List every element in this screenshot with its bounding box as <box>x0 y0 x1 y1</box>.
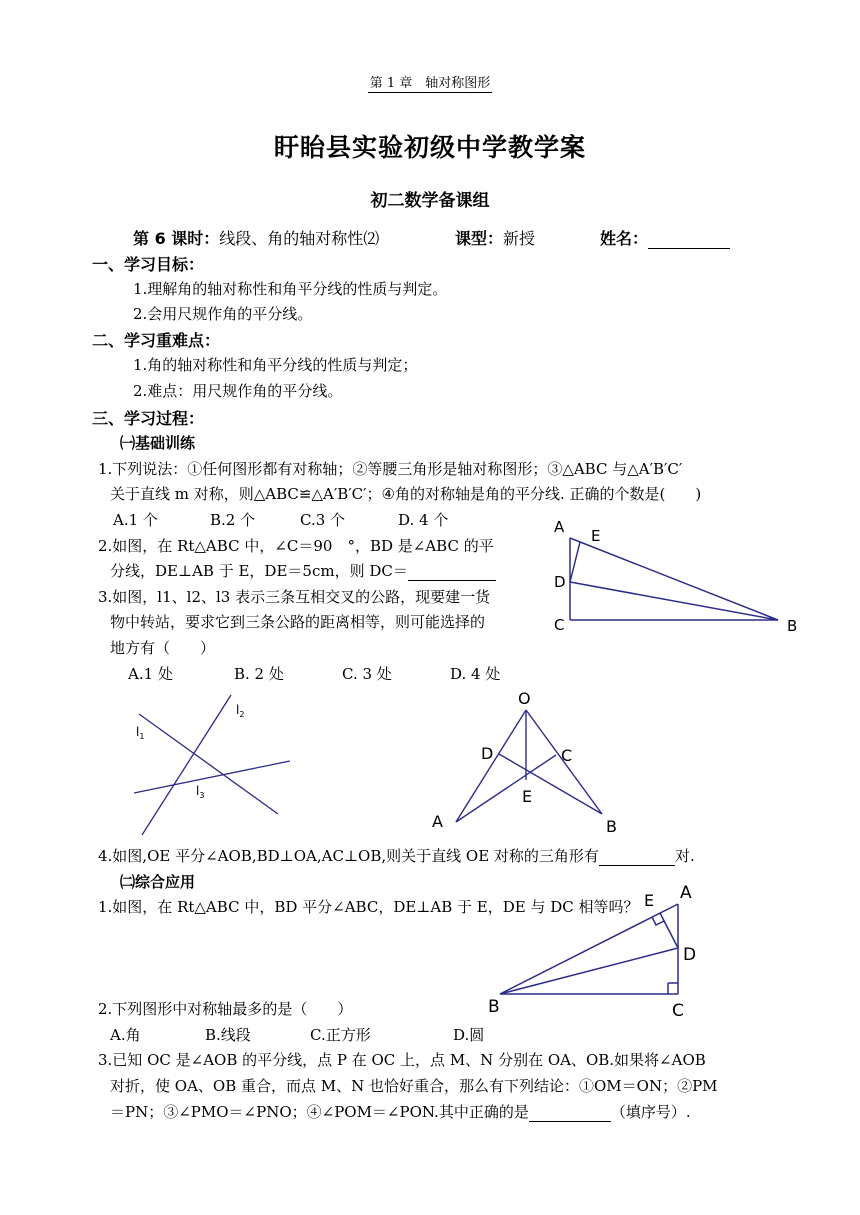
basic-q1-option-b[interactable]: B.2 个 <box>210 511 256 529</box>
applied-q2: 2.下列图形中对称轴最多的是（ ） <box>98 1000 353 1018</box>
objective-item: 2.会用尺规作角的平分线。 <box>133 305 313 323</box>
basic-q2-line1: 2.如图，在 Rt△ABC 中，∠C＝90 °，BD 是∠ABC 的平 <box>98 537 494 555</box>
segment-ab <box>570 538 778 620</box>
label-b: B <box>488 997 500 1017</box>
road-l2 <box>142 695 231 835</box>
road-l1 <box>139 714 278 814</box>
applied-q3-answer-blank[interactable] <box>529 1107 611 1122</box>
basic-q4-answer-blank[interactable] <box>599 851 675 866</box>
part-applied: ㈡综合应用 <box>120 873 196 891</box>
lesson-period: 第 6 课时：线段、角的轴对称性⑵ <box>133 229 380 248</box>
label-d: D <box>554 573 566 591</box>
page-title: 盱眙县实验初级中学教学案 <box>273 133 586 162</box>
section-process: 三、学习过程： <box>92 409 205 428</box>
applied-q2-option-c[interactable]: C.正方形 <box>310 1026 371 1044</box>
page-subtitle: 初二数学备课组 <box>370 191 490 211</box>
segment-bd <box>570 582 778 620</box>
key-point-item: 2.难点：用尺规作角的平分线。 <box>133 382 343 400</box>
key-point-item: 1.角的轴对称性和角平分线的性质与判定； <box>133 356 418 374</box>
applied-q3-line1: 3.已知 OC 是∠AOB 的平分线，点 P 在 OC 上，点 M、N 分别在 OA、OB.如果将∠AOB <box>98 1051 706 1069</box>
applied-q3-line2: 对折，使 OA、OB 重合，而点 M、N 也恰好重合，那么有下列结论：①OM＝ON；②PM <box>110 1077 718 1095</box>
figure-angle-bisector-oe <box>420 684 630 840</box>
student-name: 姓名： <box>600 226 730 249</box>
applied-q2-option-a[interactable]: A.角 <box>110 1026 141 1044</box>
basic-q3-option-a[interactable]: A.1 处 <box>128 665 173 683</box>
label-a: A <box>554 518 565 536</box>
basic-q3-line2: 物中转站，要求它到三条公路的距离相等，则可能选择的 <box>110 613 486 631</box>
applied-q1: 1.如图，在 Rt△ABC 中，BD 平分∠ABC，DE⊥AB 于 E，DE 与 DC 相等吗？ <box>98 898 639 916</box>
segment-de <box>660 913 678 948</box>
applied-q2-option-d[interactable]: D.圆 <box>453 1026 485 1044</box>
label-l3: $l_3$ <box>196 784 205 800</box>
label-e: E <box>591 527 601 545</box>
figure-three-roads <box>128 692 298 842</box>
name-blank[interactable] <box>648 234 730 249</box>
basic-q2-answer-blank[interactable] <box>408 566 496 581</box>
part-basic-training: ㈠基础训练 <box>120 434 196 452</box>
section-objectives: 一、学习目标： <box>92 255 205 274</box>
basic-q1-option-a[interactable]: A.1 个 <box>113 511 158 529</box>
basic-q3-line3: 地方有（ ） <box>110 639 216 657</box>
basic-q1-line1: 1.下列说法：①任何图形都有对称轴；②等腰三角形是轴对称图形；③△ABC 与△A′B′C′ <box>98 460 683 478</box>
label-c: C <box>554 616 565 634</box>
section-key-points: 二、学习重难点： <box>92 331 221 350</box>
label-a: A <box>680 883 692 903</box>
label-e: E <box>522 787 533 806</box>
segment-oa <box>456 710 526 822</box>
segment-bd <box>499 754 602 814</box>
label-d: D <box>683 945 697 965</box>
figure-triangle-bisector <box>540 512 810 662</box>
basic-q1-option-d[interactable]: D. 4 个 <box>398 511 449 529</box>
segment-bd <box>500 948 678 994</box>
basic-q3-option-b[interactable]: B. 2 处 <box>234 665 284 683</box>
lesson-type: 课型：新授 <box>455 229 536 248</box>
basic-q1-option-c[interactable]: C.3 个 <box>300 511 346 529</box>
label-b: B <box>606 817 617 836</box>
basic-q1-line2: 关于直线 m 对称，则△ABC≌△A′B′C′；④角的对称轴是角的平分线. 正确的个数是( ) <box>110 485 702 503</box>
label-d: D <box>481 744 494 763</box>
basic-q3-line1: 3.如图，l1、l2、l3 表示三条互相交叉的公路，现要建一货 <box>98 588 491 606</box>
label-l1: $l_1$ <box>136 725 145 741</box>
label-c: C <box>561 746 573 765</box>
label-c: C <box>672 1001 684 1021</box>
objective-item: 1.理解角的轴对称性和角平分线的性质与判定。 <box>133 280 448 298</box>
basic-q2-line2: 分线，DE⊥AB 于 E，DE＝5cm，则 DC＝ <box>110 560 496 581</box>
segment-ac <box>456 755 556 822</box>
applied-q2-option-b[interactable]: B.线段 <box>205 1026 251 1044</box>
chapter-header: 第 1 章 轴对称图形 <box>369 76 491 91</box>
segment-ba <box>500 904 678 994</box>
label-b: B <box>787 617 798 635</box>
basic-q3-option-d[interactable]: D. 4 处 <box>450 665 501 683</box>
segment-de <box>570 542 580 582</box>
label-o: O <box>518 689 531 708</box>
basic-q4: 4.如图,OE 平分∠AOB,BD⊥OA,AC⊥OB,则关于直线 OE 对称的三角形有 对. <box>98 847 695 865</box>
label-e: E <box>644 891 655 910</box>
label-a: A <box>432 812 443 831</box>
label-l2: $l_2$ <box>236 703 245 719</box>
applied-q3-line3: ＝PN；③∠PMO＝∠PNO；④∠POM＝∠PON.其中正确的是 （填序号）. <box>110 1103 691 1121</box>
figure-rt-triangle-bd <box>480 876 710 1022</box>
basic-q3-option-c[interactable]: C. 3 处 <box>342 665 392 683</box>
